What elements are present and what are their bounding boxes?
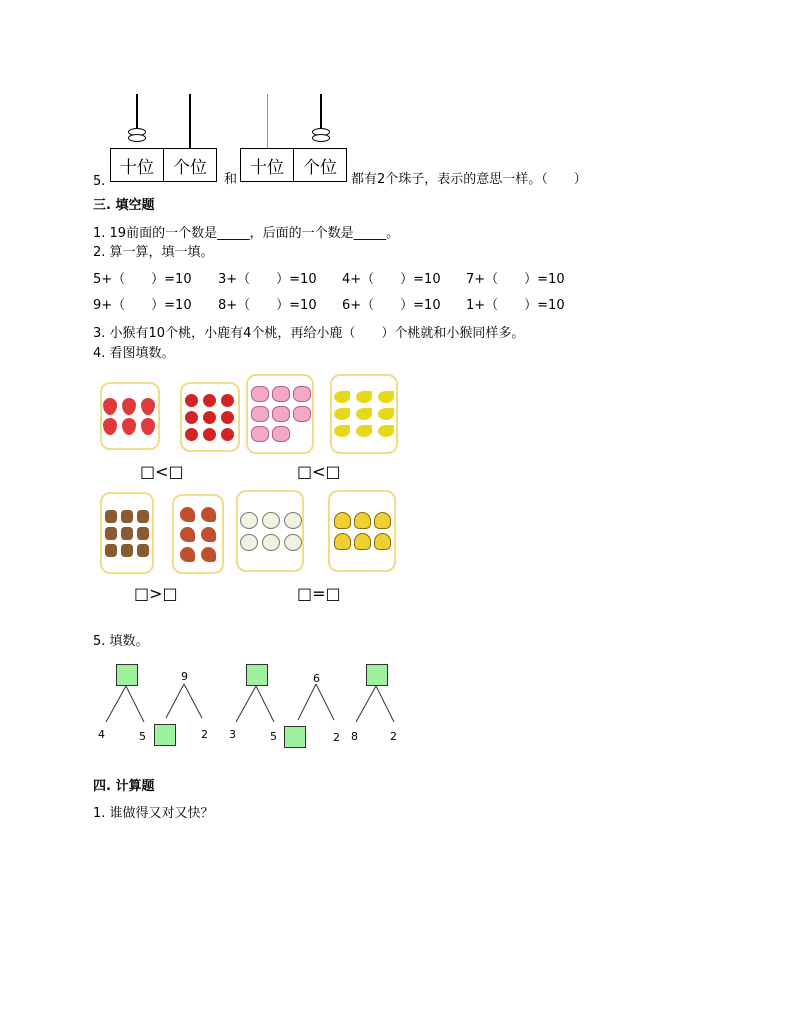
abacus-left-box (110, 148, 217, 182)
bear-icon (137, 527, 149, 540)
equation[interactable]: 1+（ ）=10 (466, 298, 565, 313)
butterfly-icon (272, 406, 290, 422)
squirrel-icon (180, 507, 195, 522)
answer-box[interactable] (154, 724, 176, 746)
strawberry-icon (122, 398, 136, 415)
connector-text: 和 (224, 172, 238, 187)
butterfly-card (246, 374, 314, 454)
duck-icon (374, 533, 391, 550)
compare-answer[interactable]: □=□ (297, 584, 341, 603)
tree-top-number: 6 (313, 672, 320, 685)
compare-answer[interactable]: □>□ (134, 584, 178, 603)
bird-icon (356, 408, 372, 420)
strawberry-icon (141, 418, 155, 435)
bear-icon (105, 527, 117, 540)
butterfly-icon (293, 386, 311, 402)
equation[interactable]: 3+（ ）=10 (218, 272, 317, 287)
squirrel-card (172, 494, 224, 574)
duck-icon (334, 533, 351, 550)
chick-icon (284, 534, 302, 551)
butterfly-icon (251, 426, 269, 442)
apple-icon (221, 428, 234, 441)
question-5: 5. 填数。 (93, 634, 149, 649)
equation[interactable]: 5+（ ）=10 (93, 272, 192, 287)
tree-left-number: 8 (351, 730, 358, 743)
abacus-rod-ones (189, 94, 191, 150)
apple-card (180, 382, 240, 452)
butterfly-icon (251, 386, 269, 402)
duck-icon (374, 512, 391, 529)
equation[interactable]: 7+（ ）=10 (466, 272, 565, 287)
squirrel-icon (180, 527, 195, 542)
tree-right-number: 2 (201, 728, 208, 741)
bird-icon (334, 408, 350, 420)
squirrel-icon (180, 547, 195, 562)
ones-label: 个位 (293, 149, 346, 181)
strawberry-icon (103, 418, 117, 435)
tree-right-number: 5 (139, 730, 146, 743)
bird-icon (356, 391, 372, 403)
strawberry-icon (122, 418, 136, 435)
butterfly-icon (293, 406, 311, 422)
chick-icon (284, 512, 302, 529)
tree-right-number: 2 (333, 731, 340, 744)
tens-label: 十位 (250, 157, 284, 178)
strawberry-card (100, 382, 160, 450)
tree-right-number: 5 (270, 730, 277, 743)
bear-icon (121, 544, 133, 557)
bear-icon (137, 544, 149, 557)
compare-answer[interactable]: □<□ (297, 462, 341, 481)
bird-icon (378, 425, 394, 437)
equation[interactable]: 9+（ ）=10 (93, 298, 192, 313)
answer-box[interactable] (246, 664, 268, 686)
chick-icon (262, 534, 280, 551)
question-1: 1. 谁做得又对又快？ (93, 806, 214, 821)
equation[interactable]: 4+（ ）=10 (342, 272, 441, 287)
tree-left-number: 3 (229, 728, 236, 741)
bear-icon (121, 510, 133, 523)
squirrel-icon (201, 527, 216, 542)
chick-icon (240, 534, 258, 551)
tree-left-number: 4 (98, 728, 105, 741)
bear-icon (137, 510, 149, 523)
answer-box[interactable] (116, 664, 138, 686)
apple-icon (221, 394, 234, 407)
bear-icon (105, 510, 117, 523)
question-1: 1. 19前面的一个数是_____，后面的一个数是_____。 (93, 226, 400, 241)
duck-icon (354, 533, 371, 550)
section-title: 三. 填空题 (93, 198, 155, 213)
butterfly-icon (272, 386, 290, 402)
tens-label: 十位 (120, 157, 154, 178)
tree-right-number: 2 (390, 730, 397, 743)
apple-icon (221, 411, 234, 424)
strawberry-icon (103, 398, 117, 415)
abacus-bead (128, 134, 146, 142)
strawberry-icon (141, 398, 155, 415)
duck-card (328, 490, 396, 572)
answer-box[interactable] (366, 664, 388, 686)
bird-card (330, 374, 398, 454)
bear-icon (121, 527, 133, 540)
apple-icon (185, 411, 198, 424)
question-4: 4. 看图填数。 (93, 346, 175, 361)
bird-icon (356, 425, 372, 437)
bird-icon (334, 391, 350, 403)
answer-box[interactable] (284, 726, 306, 748)
duck-icon (334, 512, 351, 529)
duck-icon (354, 512, 371, 529)
chick-icon (262, 512, 280, 529)
compare-answer[interactable]: □<□ (140, 462, 184, 481)
apple-icon (203, 411, 216, 424)
question-3: 3. 小猴有10个桃，小鹿有4个桃，再给小鹿（ ）个桃就和小猴同样多。 (93, 326, 525, 341)
squirrel-icon (201, 507, 216, 522)
chick-icon (240, 512, 258, 529)
abacus-bead (312, 134, 330, 142)
apple-icon (203, 394, 216, 407)
bird-icon (334, 425, 350, 437)
butterfly-icon (272, 426, 290, 442)
bear-icon (105, 544, 117, 557)
question-number: 5. (93, 174, 106, 189)
butterfly-icon (251, 406, 269, 422)
equation[interactable]: 6+（ ）=10 (342, 298, 441, 313)
question-2: 2. 算一算，填一填。 (93, 245, 214, 260)
apple-icon (203, 428, 216, 441)
squirrel-icon (201, 547, 216, 562)
abacus-statement: 都有2个珠子，表示的意思一样。（ ） (351, 172, 587, 187)
bird-icon (378, 408, 394, 420)
abacus-right-box (240, 148, 347, 182)
ones-label: 个位 (163, 149, 216, 181)
abacus-question (0, 90, 794, 190)
section-title: 四. 计算题 (93, 779, 155, 794)
apple-icon (185, 394, 198, 407)
equation[interactable]: 8+（ ）=10 (218, 298, 317, 313)
bird-icon (378, 391, 394, 403)
tree-top-number: 9 (181, 670, 188, 683)
apple-icon (185, 428, 198, 441)
bear-card (100, 492, 154, 574)
abacus-rod-tens (267, 94, 268, 150)
chick-card (236, 490, 304, 572)
